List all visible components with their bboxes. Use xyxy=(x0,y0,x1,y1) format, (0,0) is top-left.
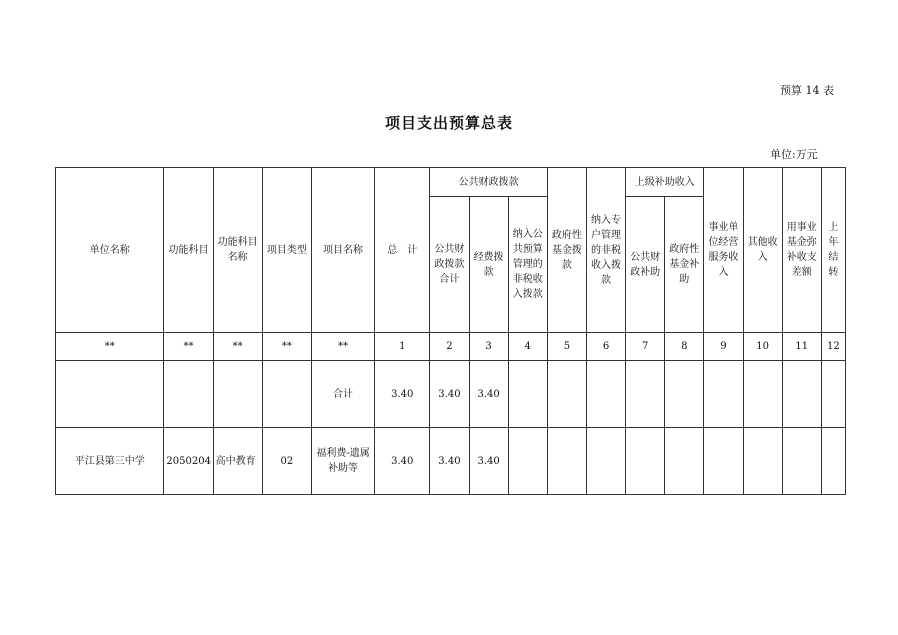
cell-empty xyxy=(704,361,743,428)
cell-empty xyxy=(743,361,782,428)
col-proj-name: 项目名称 xyxy=(311,168,374,333)
num-cell: 11 xyxy=(782,333,821,361)
cell-unit-name: 平江县第三中学 xyxy=(56,428,164,495)
col-upper-fund-label: 政府性基金补助 xyxy=(669,244,700,285)
num-cell: ** xyxy=(262,333,311,361)
col-biz-income-label: 事业单位经营服务收入 xyxy=(708,222,739,278)
col-special-nontax xyxy=(586,168,625,333)
cell-unit-name xyxy=(56,361,164,428)
cell-public-total: 3.40 xyxy=(430,361,469,428)
cell-func-name xyxy=(213,428,262,495)
col-public-total xyxy=(430,197,469,333)
num-cell: 8 xyxy=(665,333,704,361)
cell-empty xyxy=(821,361,845,428)
cell-empty xyxy=(586,361,625,428)
col-other-income xyxy=(743,168,782,333)
budget-table xyxy=(55,167,846,495)
col-upper-public-label: 公共财政补助 xyxy=(630,251,661,278)
cell-empty xyxy=(665,428,704,495)
num-cell: 7 xyxy=(626,333,665,361)
cell-total: 3.40 xyxy=(375,428,430,495)
cell-func-code: 2050204 xyxy=(164,428,213,495)
col-incl-nontax-label: 纳入公共预算管理的非税收入拨款 xyxy=(512,229,543,300)
cell-empty xyxy=(508,361,547,428)
num-cell: 10 xyxy=(743,333,782,361)
cell-empty xyxy=(782,361,821,428)
form-number: 预算 14 表 xyxy=(780,84,834,97)
table-row xyxy=(56,428,846,495)
cell-total: 3.40 xyxy=(375,361,430,428)
cell-func-code xyxy=(164,361,213,428)
col-unit-name: 单位名称 xyxy=(56,168,164,333)
col-proj-type xyxy=(262,168,311,333)
cell-empty xyxy=(626,428,665,495)
col-total: 总 计 xyxy=(375,168,430,333)
num-cell: 3 xyxy=(469,333,508,361)
col-func-code-label: 功能科目 xyxy=(168,244,209,256)
col-expense-label: 经费拨款 xyxy=(473,251,504,278)
num-cell: 6 xyxy=(586,333,625,361)
cell-public-total: 3.40 xyxy=(430,428,469,495)
col-carryover-label: 上年结转 xyxy=(828,222,839,278)
num-cell: ** xyxy=(56,333,164,361)
col-upper-fund xyxy=(665,197,704,333)
col-expense xyxy=(469,197,508,333)
col-carryover xyxy=(821,168,845,333)
num-cell: ** xyxy=(164,333,213,361)
cell-empty xyxy=(665,361,704,428)
cell-empty xyxy=(626,361,665,428)
cell-func-name-text: 高中教育 xyxy=(215,455,256,467)
cell-empty xyxy=(821,428,845,495)
column-number-row xyxy=(56,333,846,361)
col-gov-fund-label: 政府性基金拨款 xyxy=(551,229,582,271)
col-gov-fund xyxy=(547,168,586,333)
cell-proj-name: 福利费-遗属补助等 xyxy=(311,428,374,495)
col-func-name xyxy=(213,168,262,333)
col-fund-makeup xyxy=(782,168,821,333)
cell-proj-type xyxy=(262,361,311,428)
cell-empty xyxy=(704,428,743,495)
cell-expense: 3.40 xyxy=(469,361,508,428)
cell-empty xyxy=(782,428,821,495)
col-proj-type-label: 项目类型 xyxy=(266,244,307,256)
num-cell: 2 xyxy=(430,333,469,361)
num-cell: 12 xyxy=(821,333,845,361)
col-other-income-label: 其他收入 xyxy=(747,237,778,263)
num-cell: 9 xyxy=(704,333,743,361)
cell-func-name xyxy=(213,361,262,428)
cell-empty xyxy=(547,428,586,495)
num-cell: 4 xyxy=(508,333,547,361)
table-row-total xyxy=(56,361,846,428)
num-cell: 5 xyxy=(547,333,586,361)
cell-empty xyxy=(743,428,782,495)
col-fund-makeup-label: 用事业基金弥补收支差额 xyxy=(786,222,817,278)
num-cell: ** xyxy=(311,333,374,361)
col-biz-income xyxy=(704,168,743,333)
num-cell: 1 xyxy=(375,333,430,361)
document-title: 项目支出预算总表 xyxy=(384,114,513,132)
col-special-nontax-label: 纳入专户管理的非税收入拨款 xyxy=(591,214,622,286)
num-cell: ** xyxy=(213,333,262,361)
cell-empty xyxy=(508,428,547,495)
col-public-total-label: 公共财政拨款合计 xyxy=(434,244,465,285)
header-row-1 xyxy=(56,168,846,197)
cell-empty xyxy=(586,428,625,495)
col-upper-public xyxy=(626,197,665,333)
unit-label: 单位:万元 xyxy=(770,148,818,161)
cell-proj-type: 02 xyxy=(262,428,311,495)
col-incl-nontax xyxy=(508,197,547,333)
cell-proj-name: 合计 xyxy=(311,361,374,428)
col-func-code xyxy=(164,168,213,333)
cell-expense: 3.40 xyxy=(469,428,508,495)
col-func-name-label: 功能科目名称 xyxy=(217,237,258,263)
cell-empty xyxy=(547,361,586,428)
col-group-upper: 上级补助收入 xyxy=(626,168,704,197)
col-group-public: 公共财政拨款 xyxy=(430,168,547,197)
